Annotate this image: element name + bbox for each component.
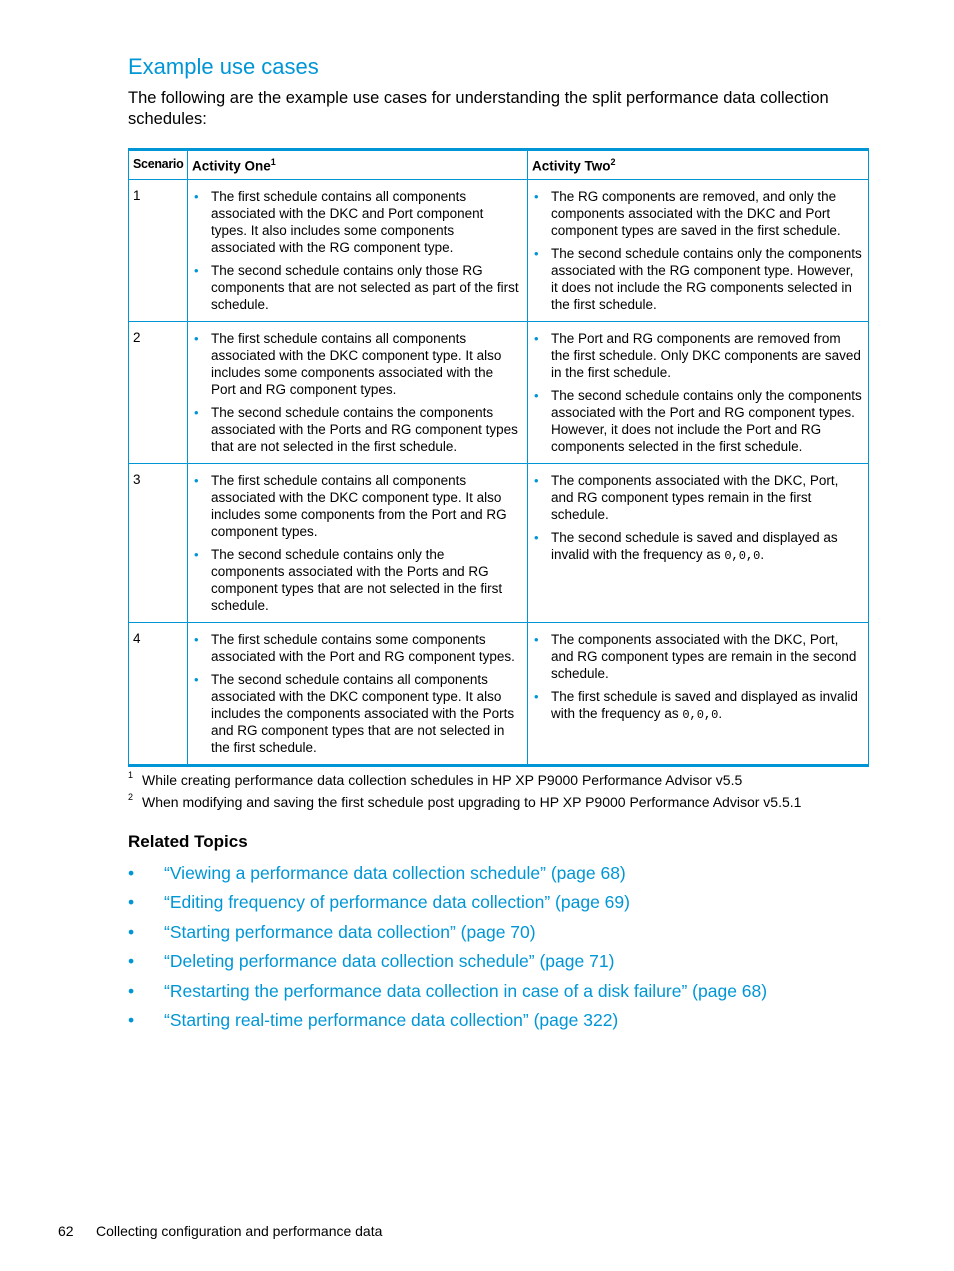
frequency-suffix: . — [718, 705, 723, 721]
bullet-icon: • — [194, 472, 199, 488]
bullet-icon: • — [128, 892, 135, 912]
intro-paragraph: The following are the example use cases for understanding the split performance data collection schedules: — [128, 89, 829, 128]
bullet-icon: • — [534, 330, 539, 346]
list-item — [534, 631, 862, 682]
related-topic-item — [128, 1006, 868, 1036]
related-topic-item — [128, 918, 868, 948]
list-item-text: The second schedule contains only the components associated with the Port and RG component types. However, it does not include the Port and RG components selected in the first schedule. — [551, 387, 862, 454]
table-row — [129, 463, 869, 622]
activity-two-cell — [528, 321, 869, 463]
list-item — [194, 671, 521, 756]
frequency-value: 0,0,0 — [724, 548, 761, 563]
list-item — [534, 330, 862, 381]
chapter-title: Collecting configuration and performance data — [96, 1223, 383, 1239]
related-link-deleting-schedule[interactable]: “Deleting performance data collection schedule” (page 71) — [164, 951, 615, 971]
bullet-icon: • — [534, 387, 539, 403]
footnote-ref-2: 2 — [610, 157, 616, 167]
page-number: 62 — [58, 1223, 74, 1239]
bullet-icon: • — [194, 546, 199, 562]
list-item-text: The components associated with the DKC, Port, and RG component types are remain in the second schedule. — [551, 631, 857, 681]
list-item — [194, 404, 521, 455]
list-item — [534, 387, 862, 455]
list-item-text: The Port and RG components are removed from the first schedule. Only DKC components are saved in the first schedule. — [551, 330, 861, 380]
list-item — [194, 188, 521, 256]
bullet-icon: • — [194, 188, 199, 204]
activity-two-cell — [528, 179, 869, 321]
activity-one-cell — [188, 622, 528, 765]
related-link-realtime-collection[interactable]: “Starting real-time performance data collection” (page 322) — [164, 1010, 619, 1030]
column-header-activity-one-label: Activity One — [192, 158, 271, 174]
bullet-icon: • — [534, 245, 539, 261]
list-item-text: The second schedule contains all components associated with the DKC component type. It also includes the components associated with the Ports and RG component types that are not selected in the first schedule. — [211, 671, 515, 755]
frequency-value: 0,0,0 — [682, 707, 719, 722]
use-cases-table — [128, 148, 869, 767]
bullet-icon: • — [194, 671, 199, 687]
list-item-text: The second schedule is saved and displayed as invalid with the frequency as — [551, 529, 838, 562]
bullet-icon: • — [534, 688, 539, 704]
footnote-number: 2 — [128, 791, 134, 802]
list-item — [534, 245, 862, 313]
list-item-text: The RG components are removed, and only the components associated with the DKC and Port component types are saved in the first schedule. — [551, 188, 841, 238]
column-header-scenario: Scenario — [129, 150, 188, 180]
related-topics-heading: Related Topics — [128, 831, 248, 851]
footnote-1 — [128, 769, 868, 791]
list-item — [194, 262, 521, 313]
list-item-text: The first schedule contains all components associated with the DKC component type. It also includes some components associated with the Port and RG component types. — [211, 330, 502, 397]
list-item — [194, 631, 521, 665]
table-row — [129, 622, 869, 765]
list-item — [194, 472, 521, 540]
list-item — [534, 529, 862, 565]
bullet-icon: • — [128, 980, 135, 1001]
page-footer — [58, 1221, 382, 1241]
activity-two-cell — [528, 463, 869, 622]
list-item-text: The second schedule contains only those RG components that are not selected as part of the first schedule. — [211, 262, 519, 312]
list-item — [534, 688, 862, 724]
bullet-icon: • — [194, 330, 199, 346]
column-header-activity-two — [528, 150, 869, 180]
scenario-number: 3 — [129, 463, 188, 622]
column-header-activity-one — [188, 150, 528, 180]
bullet-icon: • — [194, 631, 199, 647]
footnote-number: 1 — [128, 769, 134, 780]
bullet-icon: • — [194, 262, 199, 278]
list-item-text: The first schedule contains some components associated with the Port and RG component types. — [211, 631, 515, 664]
list-item-text: The first schedule is saved and displayed as invalid with the frequency as — [551, 688, 858, 721]
footnotes — [128, 769, 868, 813]
footnote-2 — [128, 791, 868, 813]
bullet-icon: • — [534, 631, 539, 647]
activity-one-cell — [188, 321, 528, 463]
list-item-text: The second schedule contains only the components associated with the RG component type. However, it does not include the RG components selected in the first schedule. — [551, 245, 862, 312]
footnote-ref-1: 1 — [270, 157, 276, 167]
list-item — [534, 472, 862, 523]
related-link-restarting-collection[interactable]: “Restarting the performance data collection in case of a disk failure” (page 68) — [164, 980, 768, 1001]
list-item-text: The first schedule contains all components associated with the DKC component type. It also includes some components from the Port and RG component types. — [211, 472, 507, 539]
list-item-text: The first schedule contains all components associated with the DKC and Port component types. It also includes some components associated with the RG component type. — [211, 188, 484, 255]
list-item — [194, 546, 521, 614]
related-link-viewing-schedule[interactable]: “Viewing a performance data collection schedule” (page 68) — [164, 862, 626, 883]
list-item-text: The components associated with the DKC, Port, and RG component types remain in the first schedule. — [551, 472, 839, 522]
table-header-row — [129, 150, 869, 180]
bullet-icon: • — [194, 404, 199, 420]
bullet-icon: • — [128, 921, 135, 942]
footnote-text: When modifying and saving the first schedule post upgrading to HP XP P9000 Performance Advisor v5.5.1 — [142, 793, 802, 810]
related-link-starting-collection[interactable]: “Starting performance data collection” (page 70) — [164, 921, 536, 942]
related-link-editing-frequency[interactable]: “Editing frequency of performance data collection” (page 69) — [164, 892, 630, 912]
page-content — [128, 52, 868, 1036]
activity-one-cell — [188, 463, 528, 622]
related-topic-item — [128, 947, 868, 977]
column-header-activity-two-label: Activity Two — [532, 158, 611, 174]
table-row — [129, 321, 869, 463]
list-item-text: The second schedule contains the components associated with the Ports and RG component types that are not selected in the first schedule. — [211, 404, 518, 454]
activity-two-cell — [528, 622, 869, 765]
related-topic-item — [128, 977, 868, 1007]
related-topic-item — [128, 859, 868, 889]
scenario-number: 1 — [129, 179, 188, 321]
table-row — [129, 179, 869, 321]
list-item — [534, 188, 862, 239]
footnote-text: While creating performance data collection schedules in HP XP P9000 Performance Advisor v5.5 — [142, 771, 743, 788]
list-item-text: The second schedule contains only the components associated with the Ports and RG component types that are not selected in the first schedule. — [211, 546, 503, 613]
bullet-icon: • — [534, 188, 539, 204]
scenario-number: 4 — [129, 622, 188, 765]
related-topic-item — [128, 888, 868, 918]
frequency-suffix: . — [760, 546, 765, 562]
scenario-number: 2 — [129, 321, 188, 463]
bullet-icon: • — [534, 529, 539, 545]
list-item — [194, 330, 521, 398]
bullet-icon: • — [534, 472, 539, 488]
section-title: Example use cases — [128, 54, 319, 79]
related-topics-list — [128, 859, 868, 1036]
bullet-icon: • — [128, 951, 135, 971]
bullet-icon: • — [128, 1010, 135, 1030]
activity-one-cell — [188, 179, 528, 321]
bullet-icon: • — [128, 862, 135, 883]
